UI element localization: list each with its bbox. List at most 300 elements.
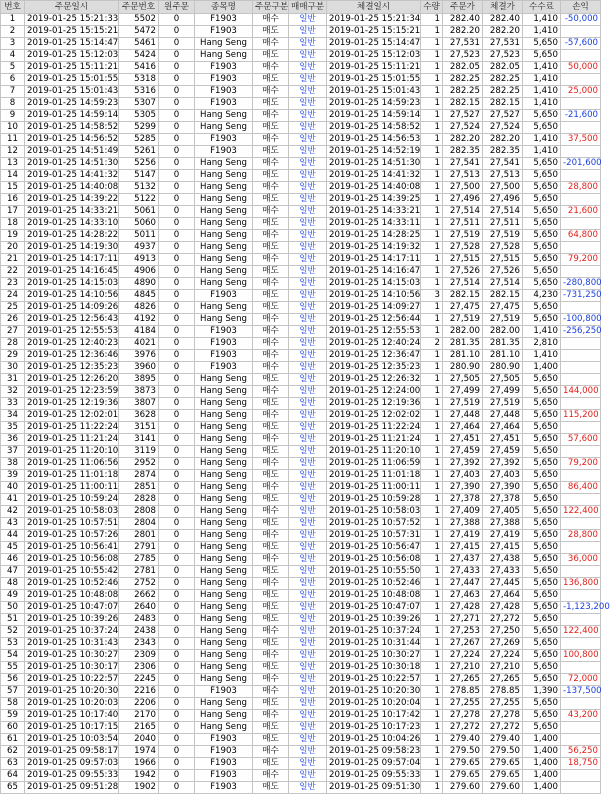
cell-order-no: 5256: [119, 158, 159, 170]
table-row[interactable]: [1, 566, 601, 578]
cell-symbol: Hang Seng: [195, 158, 253, 170]
cell-row-no: 18: [1, 218, 25, 230]
cell-order-time: 2019-01-25 12:23:59: [25, 386, 119, 398]
cell-side: 매수: [253, 710, 289, 722]
col-header-pnl[interactable]: 손익: [561, 1, 601, 14]
table-row[interactable]: [1, 434, 601, 446]
cell-symbol: Hang Seng: [195, 278, 253, 290]
cell-fill-time: 2019-01-25 10:04:26: [327, 734, 421, 746]
cell-side: 매도: [253, 590, 289, 602]
cell-qty: 1: [421, 578, 443, 590]
table-row[interactable]: [1, 386, 601, 398]
cell-side: 매수: [253, 578, 289, 590]
cell-order-no: 2206: [119, 698, 159, 710]
cell-row-no: 35: [1, 422, 25, 434]
table-row[interactable]: [1, 350, 601, 362]
cell-trade-type: 일반: [289, 638, 327, 650]
cell-fill-time: 2019-01-25 14:33:11: [327, 218, 421, 230]
cell-pnl: [561, 350, 601, 362]
cell-fill-time: 2019-01-25 11:20:10: [327, 446, 421, 458]
cell-order-no: 2791: [119, 542, 159, 554]
cell-fill-time: 2019-01-25 14:51:30: [327, 158, 421, 170]
cell-fill-price: 27,250: [483, 626, 523, 638]
cell-symbol: Hang Seng: [195, 494, 253, 506]
cell-trade-type: 일반: [289, 326, 327, 338]
cell-row-no: 1: [1, 14, 25, 26]
cell-fee: 5,650: [523, 626, 561, 638]
table-row[interactable]: [1, 398, 601, 410]
cell-fill-time: 2019-01-25 10:39:26: [327, 614, 421, 626]
cell-fill-price: 27,514: [483, 206, 523, 218]
table-row[interactable]: [1, 314, 601, 326]
cell-fee: 1,410: [523, 14, 561, 26]
cell-order-time: 2019-01-25 10:30:27: [25, 650, 119, 662]
cell-order-price: 27,378: [443, 494, 483, 506]
cell-qty: 1: [421, 626, 443, 638]
cell-symbol: F1903: [195, 86, 253, 98]
cell-order-time: 2019-01-25 10:47:07: [25, 602, 119, 614]
table-row[interactable]: [1, 62, 601, 74]
cell-order-time: 2019-01-25 12:02:01: [25, 410, 119, 422]
cell-row-no: 22: [1, 266, 25, 278]
cell-fee: 5,650: [523, 638, 561, 650]
cell-symbol: Hang Seng: [195, 542, 253, 554]
col-header-symbol[interactable]: 종목명: [195, 1, 253, 14]
cell-order-time: 2019-01-25 12:26:20: [25, 374, 119, 386]
cell-qty: 1: [421, 782, 443, 794]
cell-fill-price: 27,515: [483, 254, 523, 266]
table-row[interactable]: [1, 170, 601, 182]
cell-row-no: 43: [1, 518, 25, 530]
cell-symbol: Hang Seng: [195, 434, 253, 446]
cell-side: 매수: [253, 206, 289, 218]
cell-fill-price: 27,505: [483, 374, 523, 386]
cell-original-order: 0: [159, 710, 195, 722]
cell-original-order: 0: [159, 602, 195, 614]
cell-order-price: 27,513: [443, 170, 483, 182]
cell-fill-price: 27,519: [483, 230, 523, 242]
cell-fill-time: 2019-01-25 15:11:21: [327, 62, 421, 74]
table-row[interactable]: [1, 110, 601, 122]
cell-order-price: 27,531: [443, 38, 483, 50]
cell-order-no: 1974: [119, 746, 159, 758]
cell-row-no: 40: [1, 482, 25, 494]
cell-qty: 1: [421, 134, 443, 146]
cell-order-time: 2019-01-25 12:56:43: [25, 314, 119, 326]
cell-symbol: Hang Seng: [195, 554, 253, 566]
cell-fee: 1,410: [523, 62, 561, 74]
col-header-original-order[interactable]: 원주문: [159, 1, 195, 14]
cell-order-no: 2640: [119, 602, 159, 614]
cell-qty: 1: [421, 614, 443, 626]
table-header-row: [1, 1, 601, 14]
cell-fee: 5,650: [523, 254, 561, 266]
cell-order-time: 2019-01-25 10:56:08: [25, 554, 119, 566]
cell-original-order: 0: [159, 506, 195, 518]
cell-order-price: 27,526: [443, 266, 483, 278]
col-header-fee[interactable]: 수수료: [523, 1, 561, 14]
col-header-fill-time[interactable]: 체결일시: [327, 1, 421, 14]
table-row[interactable]: [1, 242, 601, 254]
cell-side: 매도: [253, 122, 289, 134]
table-row[interactable]: [1, 554, 601, 566]
table-row[interactable]: [1, 230, 601, 242]
table-row[interactable]: [1, 602, 601, 614]
table-row[interactable]: [1, 710, 601, 722]
table-body: [1, 14, 610, 794]
cell-qty: 1: [421, 62, 443, 74]
cell-order-time: 2019-01-25 09:58:17: [25, 746, 119, 758]
table-row[interactable]: [1, 194, 601, 206]
table-row[interactable]: [1, 218, 601, 230]
cell-fill-price: 27,526: [483, 266, 523, 278]
cell-qty: 1: [421, 314, 443, 326]
cell-fee: 1,410: [523, 74, 561, 86]
cell-fill-time: 2019-01-25 14:39:25: [327, 194, 421, 206]
cell-original-order: 0: [159, 254, 195, 266]
cell-row-no: 17: [1, 206, 25, 218]
cell-fill-time: 2019-01-25 10:52:46: [327, 578, 421, 590]
cell-qty: 1: [421, 26, 443, 38]
cell-symbol: F1903: [195, 62, 253, 74]
cell-row-no: 19: [1, 230, 25, 242]
cell-pnl: 64,800: [561, 230, 601, 242]
cell-pnl: [561, 218, 601, 230]
cell-original-order: 0: [159, 554, 195, 566]
table-row[interactable]: [1, 590, 601, 602]
cell-fill-price: 27,499: [483, 386, 523, 398]
cell-fill-time: 2019-01-25 11:22:24: [327, 422, 421, 434]
table-row[interactable]: [1, 266, 601, 278]
cell-row-no: 61: [1, 734, 25, 746]
table-row[interactable]: [1, 686, 601, 698]
cell-fill-price: 27,523: [483, 50, 523, 62]
cell-order-price: 27,448: [443, 410, 483, 422]
cell-order-no: 2306: [119, 662, 159, 674]
cell-original-order: 0: [159, 482, 195, 494]
table-row[interactable]: [1, 98, 601, 110]
table-row[interactable]: [1, 782, 601, 794]
cell-original-order: 0: [159, 314, 195, 326]
table-row[interactable]: [1, 14, 601, 26]
table-row[interactable]: [1, 338, 601, 350]
table-row[interactable]: [1, 746, 601, 758]
table-row[interactable]: [1, 506, 601, 518]
cell-fill-time: 2019-01-25 10:56:08: [327, 554, 421, 566]
cell-fill-price: 27,272: [483, 614, 523, 626]
cell-pnl: [561, 98, 601, 110]
col-header-side[interactable]: 주문구분: [253, 1, 289, 14]
cell-original-order: 0: [159, 74, 195, 86]
cell-order-price: 282.25: [443, 74, 483, 86]
cell-order-time: 2019-01-25 14:19:30: [25, 242, 119, 254]
cell-order-time: 2019-01-25 11:06:56: [25, 458, 119, 470]
table-row[interactable]: [1, 734, 601, 746]
cell-pnl: [561, 734, 601, 746]
cell-pnl: [561, 566, 601, 578]
cell-symbol: Hang Seng: [195, 242, 253, 254]
cell-original-order: 0: [159, 434, 195, 446]
cell-order-price: 27,524: [443, 122, 483, 134]
cell-side: 매수: [253, 458, 289, 470]
cell-symbol: Hang Seng: [195, 638, 253, 650]
cell-order-no: 4890: [119, 278, 159, 290]
cell-pnl: [561, 470, 601, 482]
cell-order-no: 2040: [119, 734, 159, 746]
table-row[interactable]: [1, 530, 601, 542]
cell-fee: 5,650: [523, 374, 561, 386]
cell-fill-price: 27,514: [483, 278, 523, 290]
cell-row-no: 63: [1, 758, 25, 770]
cell-fee: 5,650: [523, 434, 561, 446]
cell-fill-time: 2019-01-25 12:56:44: [327, 314, 421, 326]
cell-pnl: -201,600: [561, 158, 601, 170]
cell-fill-time: 2019-01-25 15:01:55: [327, 74, 421, 86]
cell-order-no: 2952: [119, 458, 159, 470]
col-header-no[interactable]: 번호: [1, 1, 25, 14]
cell-fill-price: 27,438: [483, 554, 523, 566]
cell-order-no: 4192: [119, 314, 159, 326]
cell-order-time: 2019-01-25 10:30:17: [25, 662, 119, 674]
cell-fee: 5,650: [523, 110, 561, 122]
cell-fill-time: 2019-01-25 09:55:33: [327, 770, 421, 782]
cell-fill-price: 282.25: [483, 86, 523, 98]
cell-row-no: 33: [1, 398, 25, 410]
cell-original-order: 0: [159, 542, 195, 554]
cell-fee: 5,650: [523, 602, 561, 614]
table-row[interactable]: [1, 758, 601, 770]
cell-order-price: 282.20: [443, 26, 483, 38]
table-row[interactable]: [1, 626, 601, 638]
cell-side: 매도: [253, 542, 289, 554]
cell-trade-type: 일반: [289, 194, 327, 206]
col-header-order-time[interactable]: 주문일시: [25, 1, 119, 14]
table-row[interactable]: [1, 722, 601, 734]
cell-side: 매수: [253, 158, 289, 170]
cell-symbol: Hang Seng: [195, 722, 253, 734]
cell-qty: 1: [421, 254, 443, 266]
cell-order-no: 2828: [119, 494, 159, 506]
table-row[interactable]: [1, 542, 601, 554]
cell-fee: 1,410: [523, 86, 561, 98]
table-row[interactable]: [1, 254, 601, 266]
cell-trade-type: 일반: [289, 254, 327, 266]
cell-trade-type: 일반: [289, 62, 327, 74]
cell-order-no: 5424: [119, 50, 159, 62]
cell-original-order: 0: [159, 782, 195, 794]
table-row[interactable]: [1, 674, 601, 686]
cell-row-no: 6: [1, 74, 25, 86]
table-row[interactable]: [1, 86, 601, 98]
col-header-qty[interactable]: 수량: [421, 1, 443, 14]
cell-order-no: 3873: [119, 386, 159, 398]
cell-fill-price: 27,531: [483, 38, 523, 50]
table-row[interactable]: [1, 290, 601, 302]
cell-order-no: 5472: [119, 26, 159, 38]
cell-original-order: 0: [159, 110, 195, 122]
cell-side: 매도: [253, 26, 289, 38]
cell-fee: 5,650: [523, 494, 561, 506]
cell-order-price: 27,499: [443, 386, 483, 398]
cell-fill-time: 2019-01-25 09:57:04: [327, 758, 421, 770]
cell-fee: 5,650: [523, 650, 561, 662]
table-row[interactable]: [1, 482, 601, 494]
table-row[interactable]: [1, 74, 601, 86]
cell-original-order: 0: [159, 242, 195, 254]
cell-trade-type: 일반: [289, 446, 327, 458]
cell-row-no: 49: [1, 590, 25, 602]
cell-order-price: 27,515: [443, 254, 483, 266]
cell-pnl: [561, 518, 601, 530]
table-row[interactable]: [1, 446, 601, 458]
table-row[interactable]: [1, 518, 601, 530]
cell-original-order: 0: [159, 590, 195, 602]
table-row[interactable]: [1, 698, 601, 710]
cell-order-time: 2019-01-25 15:01:43: [25, 86, 119, 98]
table-row[interactable]: [1, 182, 601, 194]
cell-order-no: 2804: [119, 518, 159, 530]
cell-fill-time: 2019-01-25 10:20:04: [327, 698, 421, 710]
table-row[interactable]: [1, 410, 601, 422]
cell-order-price: 27,528: [443, 242, 483, 254]
cell-trade-type: 일반: [289, 614, 327, 626]
table-row[interactable]: [1, 122, 601, 134]
cell-symbol: F1903: [195, 326, 253, 338]
cell-trade-type: 일반: [289, 314, 327, 326]
table-row[interactable]: [1, 458, 601, 470]
cell-fee: 5,650: [523, 482, 561, 494]
cell-symbol: Hang Seng: [195, 110, 253, 122]
table-row[interactable]: [1, 770, 601, 782]
cell-fee: 5,650: [523, 314, 561, 326]
cell-order-price: 27,210: [443, 662, 483, 674]
cell-fill-time: 2019-01-25 15:21:34: [327, 14, 421, 26]
table-row[interactable]: [1, 614, 601, 626]
cell-trade-type: 일반: [289, 782, 327, 794]
table-row[interactable]: [1, 302, 601, 314]
cell-order-time: 2019-01-25 11:22:24: [25, 422, 119, 434]
cell-pnl: [561, 302, 601, 314]
table-row[interactable]: [1, 278, 601, 290]
table-row[interactable]: [1, 494, 601, 506]
cell-trade-type: 일반: [289, 686, 327, 698]
cell-row-no: 56: [1, 674, 25, 686]
cell-fee: 5,650: [523, 698, 561, 710]
cell-pnl: [561, 590, 601, 602]
cell-side: 매수: [253, 410, 289, 422]
cell-side: 매수: [253, 182, 289, 194]
cell-pnl: 18,750: [561, 758, 601, 770]
cell-order-price: 27,464: [443, 422, 483, 434]
cell-trade-type: 일반: [289, 494, 327, 506]
cell-row-no: 53: [1, 638, 25, 650]
cell-order-price: 27,388: [443, 518, 483, 530]
cell-order-price: 282.20: [443, 134, 483, 146]
table-row[interactable]: [1, 326, 601, 338]
col-header-fill-price[interactable]: 체결가: [483, 1, 523, 14]
cell-fill-time: 2019-01-25 12:19:36: [327, 398, 421, 410]
table-row[interactable]: [1, 638, 601, 650]
cell-fill-price: 27,255: [483, 698, 523, 710]
cell-side: 매수: [253, 338, 289, 350]
cell-side: 매수: [253, 674, 289, 686]
cell-trade-type: 일반: [289, 434, 327, 446]
cell-side: 매도: [253, 614, 289, 626]
table-row[interactable]: [1, 422, 601, 434]
table-row[interactable]: [1, 650, 601, 662]
table-row[interactable]: [1, 134, 601, 146]
cell-qty: 1: [421, 302, 443, 314]
cell-trade-type: 일반: [289, 362, 327, 374]
cell-trade-type: 일반: [289, 134, 327, 146]
table-row[interactable]: [1, 26, 601, 38]
cell-fill-price: 27,403: [483, 470, 523, 482]
cell-row-no: 29: [1, 350, 25, 362]
cell-order-price: 279.60: [443, 782, 483, 794]
cell-original-order: 0: [159, 494, 195, 506]
table-row[interactable]: [1, 578, 601, 590]
cell-fill-time: 2019-01-25 14:10:56: [327, 290, 421, 302]
cell-row-no: 24: [1, 290, 25, 302]
cell-side: 매수: [253, 506, 289, 518]
col-header-order-no[interactable]: 주문번호: [119, 1, 159, 14]
cell-pnl: 28,800: [561, 530, 601, 542]
cell-order-no: 5060: [119, 218, 159, 230]
cell-trade-type: 일반: [289, 338, 327, 350]
table-row[interactable]: [1, 374, 601, 386]
table-row[interactable]: [1, 38, 601, 50]
cell-order-price: 282.25: [443, 86, 483, 98]
cell-symbol: Hang Seng: [195, 410, 253, 422]
cell-fill-time: 2019-01-25 10:47:07: [327, 602, 421, 614]
cell-fill-time: 2019-01-25 12:55:53: [327, 326, 421, 338]
cell-order-time: 2019-01-25 10:37:24: [25, 626, 119, 638]
cell-symbol: F1903: [195, 98, 253, 110]
col-header-order-price[interactable]: 주문가: [443, 1, 483, 14]
cell-original-order: 0: [159, 578, 195, 590]
cell-fill-price: 27,433: [483, 566, 523, 578]
table-row[interactable]: [1, 206, 601, 218]
cell-fill-price: 27,519: [483, 398, 523, 410]
cell-order-price: 27,519: [443, 314, 483, 326]
cell-fill-price: 27,210: [483, 662, 523, 674]
cell-order-time: 2019-01-25 15:11:21: [25, 62, 119, 74]
cell-side: 매수: [253, 770, 289, 782]
table-row[interactable]: [1, 470, 601, 482]
table-row[interactable]: [1, 362, 601, 374]
table-row[interactable]: [1, 662, 601, 674]
table-row[interactable]: [1, 50, 601, 62]
cell-order-price: 27,409: [443, 506, 483, 518]
cell-original-order: 0: [159, 566, 195, 578]
cell-fill-price: 27,392: [483, 458, 523, 470]
cell-order-price: 27,272: [443, 722, 483, 734]
cell-fill-price: 27,527: [483, 110, 523, 122]
table-row[interactable]: [1, 158, 601, 170]
cell-row-no: 8: [1, 98, 25, 110]
col-header-trade-type[interactable]: 매매구분: [289, 1, 327, 14]
cell-trade-type: 일반: [289, 278, 327, 290]
cell-order-no: 2438: [119, 626, 159, 638]
table-row[interactable]: [1, 146, 601, 158]
cell-row-no: 31: [1, 374, 25, 386]
cell-row-no: 32: [1, 386, 25, 398]
cell-order-price: 27,541: [443, 158, 483, 170]
cell-qty: 1: [421, 734, 443, 746]
cell-row-no: 51: [1, 614, 25, 626]
cell-fill-time: 2019-01-25 10:55:50: [327, 566, 421, 578]
cell-pnl: 122,400: [561, 506, 601, 518]
